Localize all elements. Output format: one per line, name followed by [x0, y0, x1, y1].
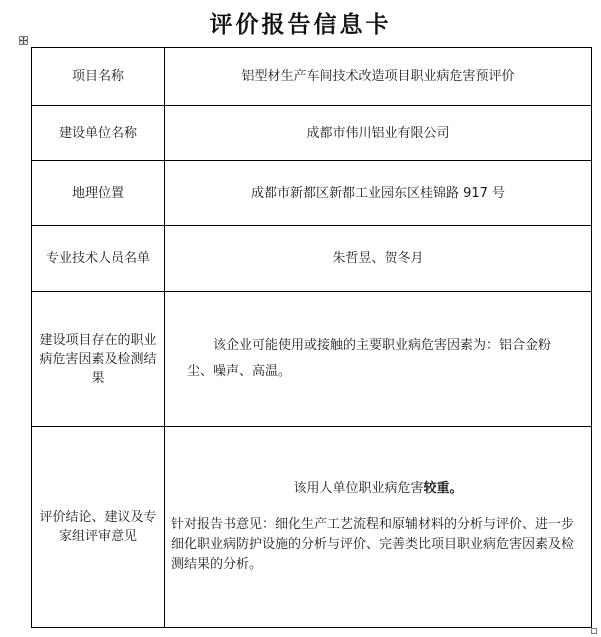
project-name-value: 铝型材生产车间技术改造项目职业病危害预评价	[165, 48, 592, 106]
staff-value: 朱哲昱、贺冬月	[165, 226, 592, 292]
table-row	[32, 226, 592, 292]
project-name-label: 项目名称	[32, 48, 165, 106]
table-row	[32, 427, 592, 628]
table-move-handle-icon[interactable]	[19, 36, 28, 45]
move-arrows-icon	[20, 37, 27, 44]
unit-value: 成都市伟川铝业有限公司	[165, 106, 592, 161]
hazards-cell	[165, 292, 592, 427]
table-row	[32, 292, 592, 427]
table-row	[32, 48, 592, 106]
unit-label: 建设单位名称	[32, 106, 165, 161]
table-row	[32, 161, 592, 226]
conclusion-label: 评价结论、建议及专家组评审意见	[32, 427, 165, 628]
location-label: 地理位置	[32, 161, 165, 226]
table-row	[32, 106, 592, 161]
staff-label: 专业技术人员名单	[32, 226, 165, 292]
location-value: 成都市新都区新都工业园东区桂锦路 917 号	[165, 161, 592, 226]
page-title: 评价报告信息卡	[209, 12, 392, 38]
conclusion-result-prefix: 该用人单位职业病危害	[293, 481, 424, 496]
resize-square-icon[interactable]	[591, 628, 597, 634]
conclusion-cell	[165, 427, 592, 628]
conclusion-result-emphasis: 较重。	[423, 481, 463, 496]
hazards-value: 该企业可能使用或接触的主要职业病危害因素为：铝合金粉尘、噪声、高温。	[187, 338, 552, 379]
info-card-table	[31, 47, 592, 628]
conclusion-result	[171, 479, 585, 499]
hazards-label: 建设项目存在的职业病危害因素及检测结果	[32, 292, 165, 427]
conclusion-suggestion: 针对报告书意见：细化生产工艺流程和原辅材料的分析与评价、进一步细化职业病防护设施的分析与评价、完善类比项目职业病危害因素及检测结果的分析。	[171, 517, 575, 572]
